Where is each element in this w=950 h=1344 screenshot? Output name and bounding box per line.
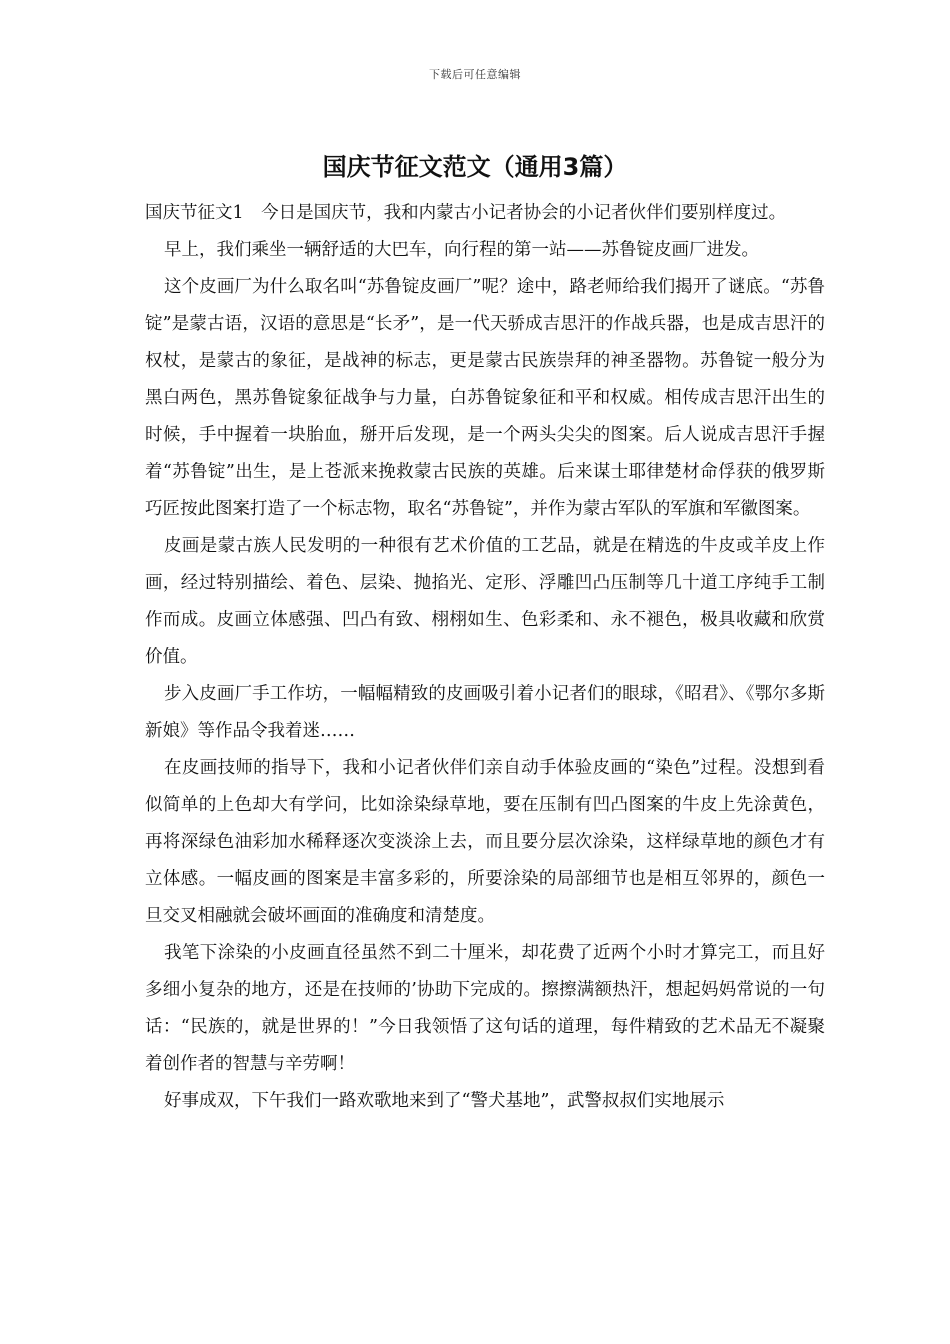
paragraph-3: 这个皮画厂为什么取名叫“苏鲁锭皮画厂”呢？途中，路老师给我们揭开了谜底。“苏鲁锭”是蒙古语，汉语的意思是“长矛”，是一代天骄成吉思汗的作战兵器，也是成吉思汗的权杖，是蒙古的象征，是战神的标志，更是蒙古民族崇拜的神圣器物。苏鲁锭一般分为黑白两色，黑苏鲁锭象征战争与力量，白苏鲁锭象征和平和权威。相传成吉思汗出生的时候，手中握着一块胎血，掰开后发现，是一个两头尖尖的图案。后人说成吉思汗手握着“苏鲁锭”出生，是上苍派来挽救蒙古民族的英雄。后来谋士耶律楚材命俘获的俄罗斯巧匠按此图案打造了一个标志物，取名“苏鲁锭”，并作为蒙古军队的军旗和军徽图案。 bbox=[145, 277, 825, 519]
paragraph-4: 皮画是蒙古族人民发明的一种很有艺术价值的工艺品，就是在精选的牛皮或羊皮上作画，经过特别描绘、着色、层染、抛掐光、定形、浮雕凹凸压制等几十道工序纯手工制作而成。皮画立体感强、凹凸有致、栩栩如生、色彩柔和、永不褪色，极具收藏和欣赏价值。 bbox=[145, 536, 825, 667]
paragraph-7: 我笔下涂染的小皮画直径虽然不到二十厘米，却花费了近两个小时才算完工，而且好多细小复杂的地方，还是在技师的’协助下完成的。擦擦满额热汗，想起妈妈常说的一句话：“民族的，就是世界的！”今日我领悟了这句话的道理，每件精致的艺术品无不凝聚着创作者的智慧与辛劳啊！ bbox=[145, 943, 825, 1074]
paragraph-5: 步入皮画厂手工作坊，一幅幅精致的皮画吸引着小记者们的眼球，《昭君》、《鄂尔多斯新娘》等作品令我着迷…… bbox=[145, 684, 825, 741]
document-title: 国庆节征文范文（通用3篇） bbox=[322, 153, 628, 181]
document-body bbox=[145, 195, 825, 1120]
paragraph-2: 早上，我们乘坐一辆舒适的大巴车，向行程的第一站——苏鲁锭皮画厂进发。 bbox=[164, 240, 759, 260]
header-note: 下载后可任意编辑 bbox=[429, 68, 521, 81]
paragraph-1: 国庆节征文1 今日是国庆节，我和内蒙古小记者协会的小记者伙伴们要别样度过。 bbox=[145, 203, 787, 223]
paragraph-6: 在皮画技师的指导下，我和小记者伙伴们亲自动手体验皮画的“染色”过程。没想到看似简单的上色却大有学问，比如涂染绿草地，要在压制有凹凸图案的牛皮上先涂黄色，再将深绿色油彩加水稀释逐次变淡涂上去，而且要分层次涂染，这样绿草地的颜色才有立体感。一幅皮画的图案是丰富多彩的，所要涂染的局部细节也是相互邻界的，颜色一旦交叉相融就会破坏画面的准确度和清楚度。 bbox=[145, 758, 825, 926]
paragraph-8: 好事成双，下午我们一路欢歌地来到了“警犬基地”，武警叔叔们实地展示 bbox=[164, 1091, 725, 1111]
